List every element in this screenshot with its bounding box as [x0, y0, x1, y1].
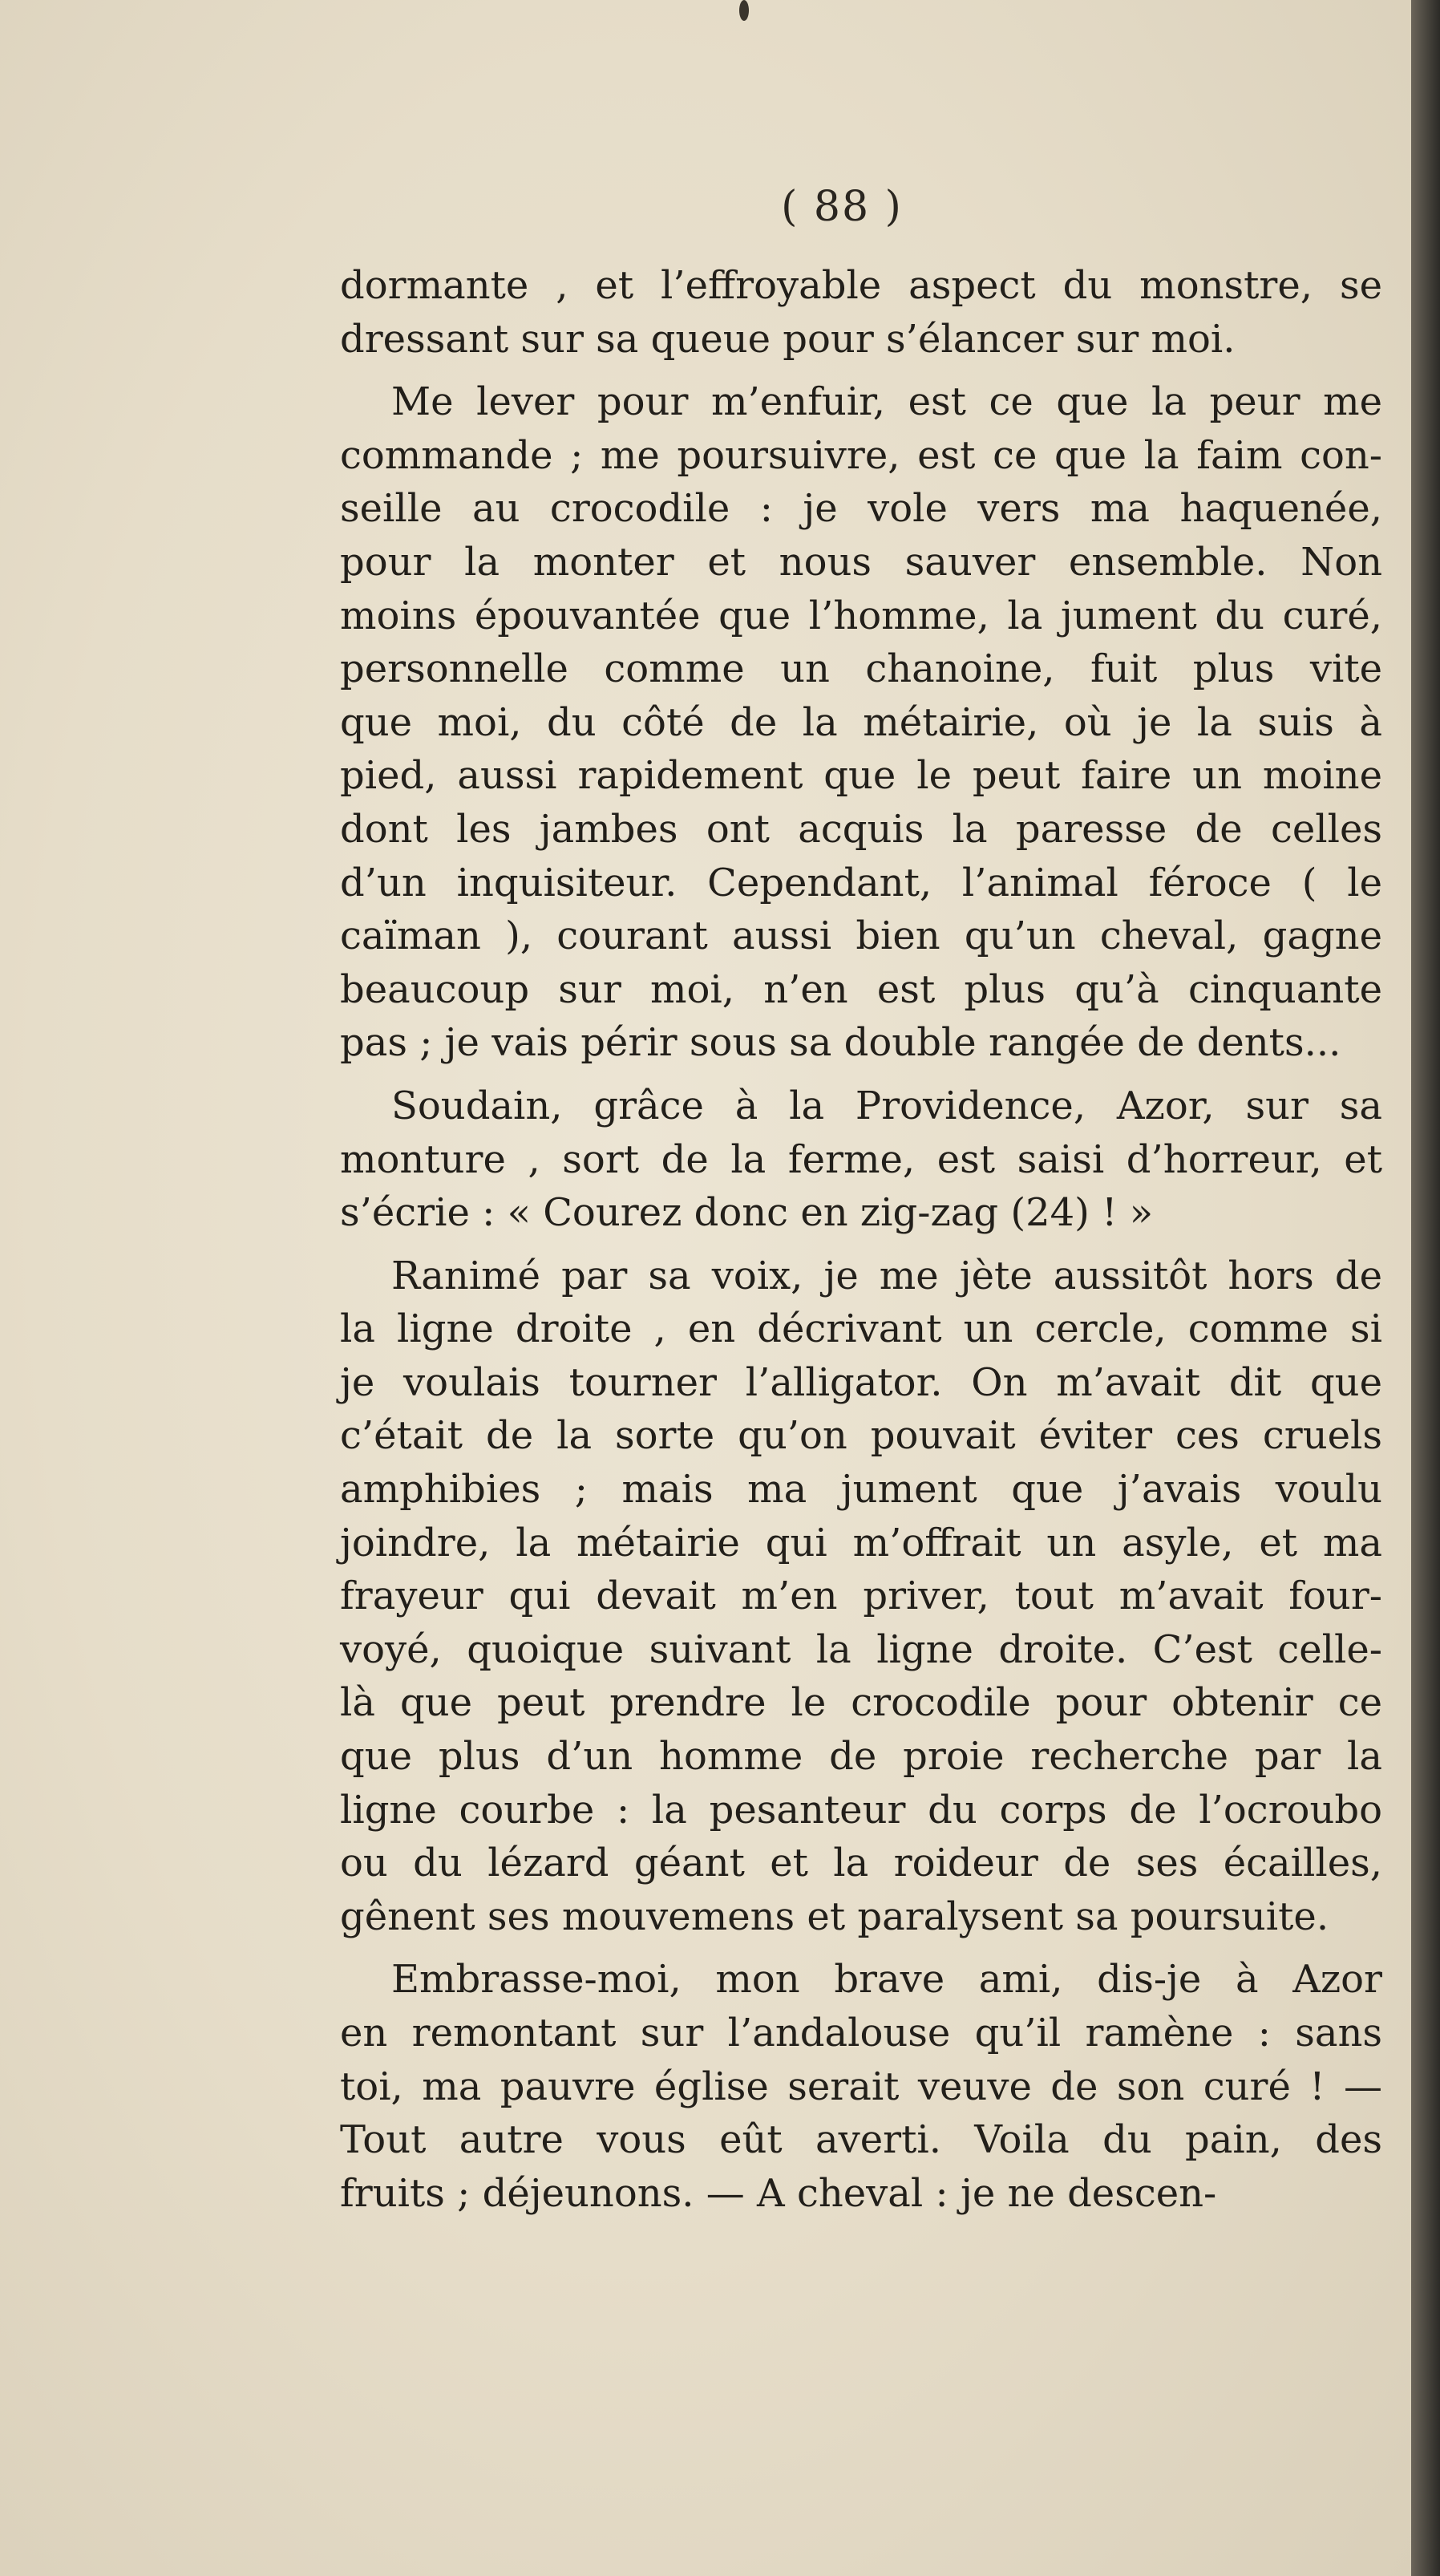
text-line: joindre, la métairie qui m’offrait un asyle, et ma — [340, 1520, 1382, 1565]
text-line: dressant sur sa queue pour s’élancer sur moi. — [340, 316, 1236, 362]
paragraph — [340, 1250, 1382, 1944]
text-line: Me lever pour m’enfuir, est ce que la peur me — [391, 379, 1382, 425]
text-line: que moi, du côté de la métairie, où je la suis à — [340, 699, 1382, 745]
text-line: que plus d’un homme de proie recherche par la — [340, 1734, 1382, 1780]
text-line: là que peut prendre le crocodile pour obtenir ce — [340, 1680, 1382, 1726]
text-line: toi, ma pauvre église serait veuve de son curé ! — — [340, 2064, 1382, 2109]
text-line: Soudain, grâce à la Providence, Azor, sur sa — [391, 1083, 1382, 1128]
paragraph-gap — [340, 1240, 1382, 1250]
text-line: voyé, quoique suivant la ligne droite. C’est celle- — [340, 1626, 1382, 1672]
text-line: commande ; me poursuivre, est ce que la faim con- — [340, 432, 1382, 478]
text-line: Tout autre vous eût averti. Voila du pain, des — [340, 2117, 1382, 2163]
page-number: ( 88 ) — [781, 183, 903, 231]
text-line: amphibies ; mais ma jument que j’avais voulu — [340, 1467, 1382, 1513]
body-text — [340, 259, 1382, 2220]
text-line: seille au crocodile : je vole vers ma haquenée, — [340, 486, 1382, 532]
ink-mark — [739, 0, 749, 21]
paragraph-gap — [340, 366, 1382, 375]
text-line: dont les jambes ont acquis la paresse de celles — [340, 806, 1382, 852]
text-line: ou du lézard géant et la roideur de ses écailles, — [340, 1841, 1382, 1886]
text-line: ligne courbe : la pesanteur du corps de l’ocroubo — [340, 1787, 1382, 1833]
text-line: pas ; je vais périr sous sa double rangée de dents... — [340, 1020, 1341, 1066]
text-line: en remontant sur l’andalouse qu’il ramène : sans — [340, 2011, 1382, 2056]
text-line: d’un inquisiteur. Cependant, l’animal féroce ( le — [340, 860, 1382, 905]
text-line: moins épouvantée que l’homme, la jument du curé, — [340, 593, 1382, 638]
paragraph — [340, 1079, 1382, 1240]
paragraph-gap — [340, 1070, 1382, 1079]
paragraph — [340, 259, 1382, 366]
text-line: dormante , et l’effroyable aspect du monstre, se — [340, 263, 1382, 308]
text-line: Embrasse-moi, mon brave ami, dis-je à Azor — [391, 1957, 1382, 2003]
text-line: monture , sort de la ferme, est saisi d’horreur, et — [340, 1136, 1382, 1182]
text-line: fruits ; déjeunons. — A cheval : je ne descen- — [340, 2170, 1217, 2216]
text-line: caïman ), courant aussi bien qu’un cheval, gagne — [340, 913, 1382, 959]
text-line: beaucoup sur moi, n’en est plus qu’à cinquante — [340, 966, 1382, 1012]
text-line: personnelle comme un chanoine, fuit plus vite — [340, 646, 1382, 692]
paragraph-gap — [340, 1943, 1382, 1953]
text-line: frayeur qui devait m’en priver, tout m’avait four- — [340, 1574, 1382, 1619]
page-edge-shadow — [1411, 0, 1440, 2576]
paragraph — [340, 1953, 1382, 2220]
text-line: s’écrie : « Courez donc en zig-zag (24) ! » — [340, 1190, 1154, 1236]
text-line: pour la monter et nous sauver ensemble. Non — [340, 539, 1382, 585]
text-line: je voulais tourner l’alligator. On m’avait dit que — [340, 1359, 1382, 1405]
text-line: la ligne droite , en décrivant un cercle, comme si — [340, 1306, 1382, 1352]
text-line: Ranimé par sa voix, je me jète aussitôt hors de — [391, 1253, 1382, 1298]
text-line: c’était de la sorte qu’on pouvait éviter ces cruels — [340, 1413, 1382, 1459]
text-line: gênent ses mouvemens et paralysent sa poursuite. — [340, 1894, 1329, 1939]
paragraph — [340, 375, 1382, 1070]
text-line: pied, aussi rapidement que le peut faire un moine — [340, 753, 1382, 799]
